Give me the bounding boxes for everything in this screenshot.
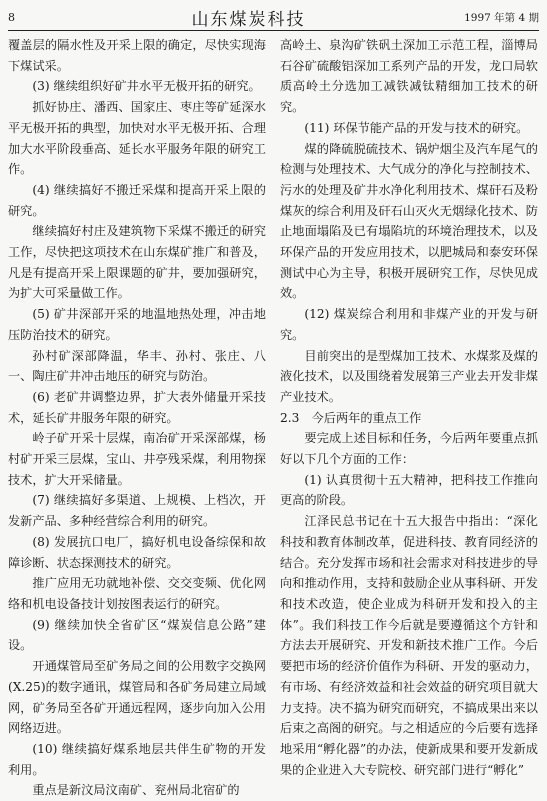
page-header [8, 4, 539, 31]
paragraph: (10) 继续搞好煤系地层共伴生矿物的开发利用。 [8, 741, 266, 777]
paragraph: 要完成上述目标和任务，今后两年要重点抓好以下几个方面的工作： [280, 431, 538, 467]
paragraph: 继续搞好村庄及建筑物下采煤不搬迁的研究工作，尽快把这项技术在山东煤矿推广和普及，凡是有提高开采上限课题的矿井，要加强研究，为扩大可采量做工作。 [8, 224, 266, 301]
paragraph: 岭子矿开采十层煤，南冶矿开采深部煤，杨村矿开采三层煤，宝山、井亭残采煤，利用物探技术，扩大开采储量。 [8, 431, 266, 487]
paragraph: (1) 认真贯彻十五大精神，把科技工作推向更高的阶段。 [280, 472, 538, 508]
paragraph: 重点是新汶局汶南矿、兖州局北宿矿的 [32, 783, 240, 798]
page-number: 8 [8, 10, 15, 24]
paragraph: (11) 环保节能产品的开发与技术的研究。 [304, 120, 529, 135]
paragraph: (7) 继续搞好多渠道、上规模、上档次，开发新产品、多种经营综合利用的研究。 [8, 493, 266, 529]
journal-title: 山东煤炭科技 [191, 9, 306, 30]
paragraph: (4) 继续搞好不搬迁采煤和提高开采上限的研究。 [8, 182, 266, 218]
paragraph: 覆盖层的隔水性及开采上限的确定，尽快实现海下煤试采。 [8, 38, 266, 73]
paragraph: 目前突出的是型煤加工技术、水煤浆及煤的液化技术，以及围绕着发展第三产业去开发非煤产业技术。 [280, 348, 538, 404]
paragraph: 推广应用无功就地补偿、交交变频、优化网络和机电设备技计划按图表运行的研究。 [8, 576, 266, 611]
paragraph: 开通煤管局至矿务局之间的公用数字交换网(X.25)的数字通讯，煤管局和各矿务局建立局域网，矿务局至各矿开通远程网，逐步向加入公用网络迈进。 [8, 659, 266, 736]
paragraph: 高岭土、泉沟矿铁矾土深加工示范工程，淄博局石谷矿硫酸铝深加工系列产品的开发，龙口局软质高岭土分选加工减铁减钛精细加工技术的研究。 [280, 38, 538, 115]
issue-label: 1997 年第 4 期 [464, 11, 539, 24]
paragraph: 抓好协庄、潘西、国家庄、枣庄等矿延深水平无极开拓的典型，加快对水平无极开拓、合理加大水平阶段垂高、延长水平服务年限的研究工作。 [8, 100, 266, 177]
paragraph: (5) 矿井深部开采的地温地热处理，冲击地压防治技术的研究。 [8, 307, 266, 342]
paragraph: (12) 煤炭综合利用和非煤产业的开发与研究。 [280, 307, 538, 342]
left-column [8, 35, 266, 801]
paragraph: 2.3 今后两年的重点工作 [280, 410, 422, 425]
paragraph: 煤的降硫脱硫技术、锅炉烟尘及汽车尾气的检测与处理技术、大气成分的净化与控制技术、污水的处理及矿井水净化利用技术、煤矸石及粉煤灰的综合利用及矸石山灭火无烟绿化技术、防止地面塌陷及已有塌陷坑的环境治理技术，以及环保产品的开发应用技术，以肥城局和泰安环保测试中心为主导，积极开展研究工作，尽快见成效。 [280, 141, 538, 301]
paragraph: (3) 继续组织好矿井水平无极开拓的研究。 [32, 79, 261, 94]
paragraph: 江泽民总书记在十五大报告中指出：“深化科技和教育体制改革，促进科技、教育同经济的结合。充分发挥市场和社会需求对科技进步的导向和推动作用，支持和鼓励企业从事科研、开发和技术改造，使企业成为科研开发和投入的主体”。我们科技工作今后就是要遵循这个方针和方法去开展研究、开发和新技术推广工作。今后要把市场的经济价值作为科研、开发的驱动力，有市场、有经济效益和社会效益的研究项目就大力支持。决不搞为研究而研究，不搞成果出来以后束之高阁的研究。与之相适应的今后要有选择地采用“孵化器”的办法，使新成果和要开发新成果的企业进入大专院校、研究部门进行“孵化” [280, 514, 538, 777]
paragraph: (9) 继续加快全省矿区“煤炭信息公路”建设。 [8, 617, 266, 653]
paragraph: (6) 老矿井调整边界，扩大表外储量开采技术，延长矿井服务年限的研究。 [8, 389, 266, 425]
right-column [280, 35, 538, 780]
paragraph: (8) 发展抗口电厂，搞好机电设备综保和故障诊断、状态探测技术的研究。 [8, 534, 266, 570]
paragraph: 孙村矿深部降温，华丰、孙村、张庄、八一、陶庄矿井冲击地压的研究与防治。 [8, 348, 266, 384]
